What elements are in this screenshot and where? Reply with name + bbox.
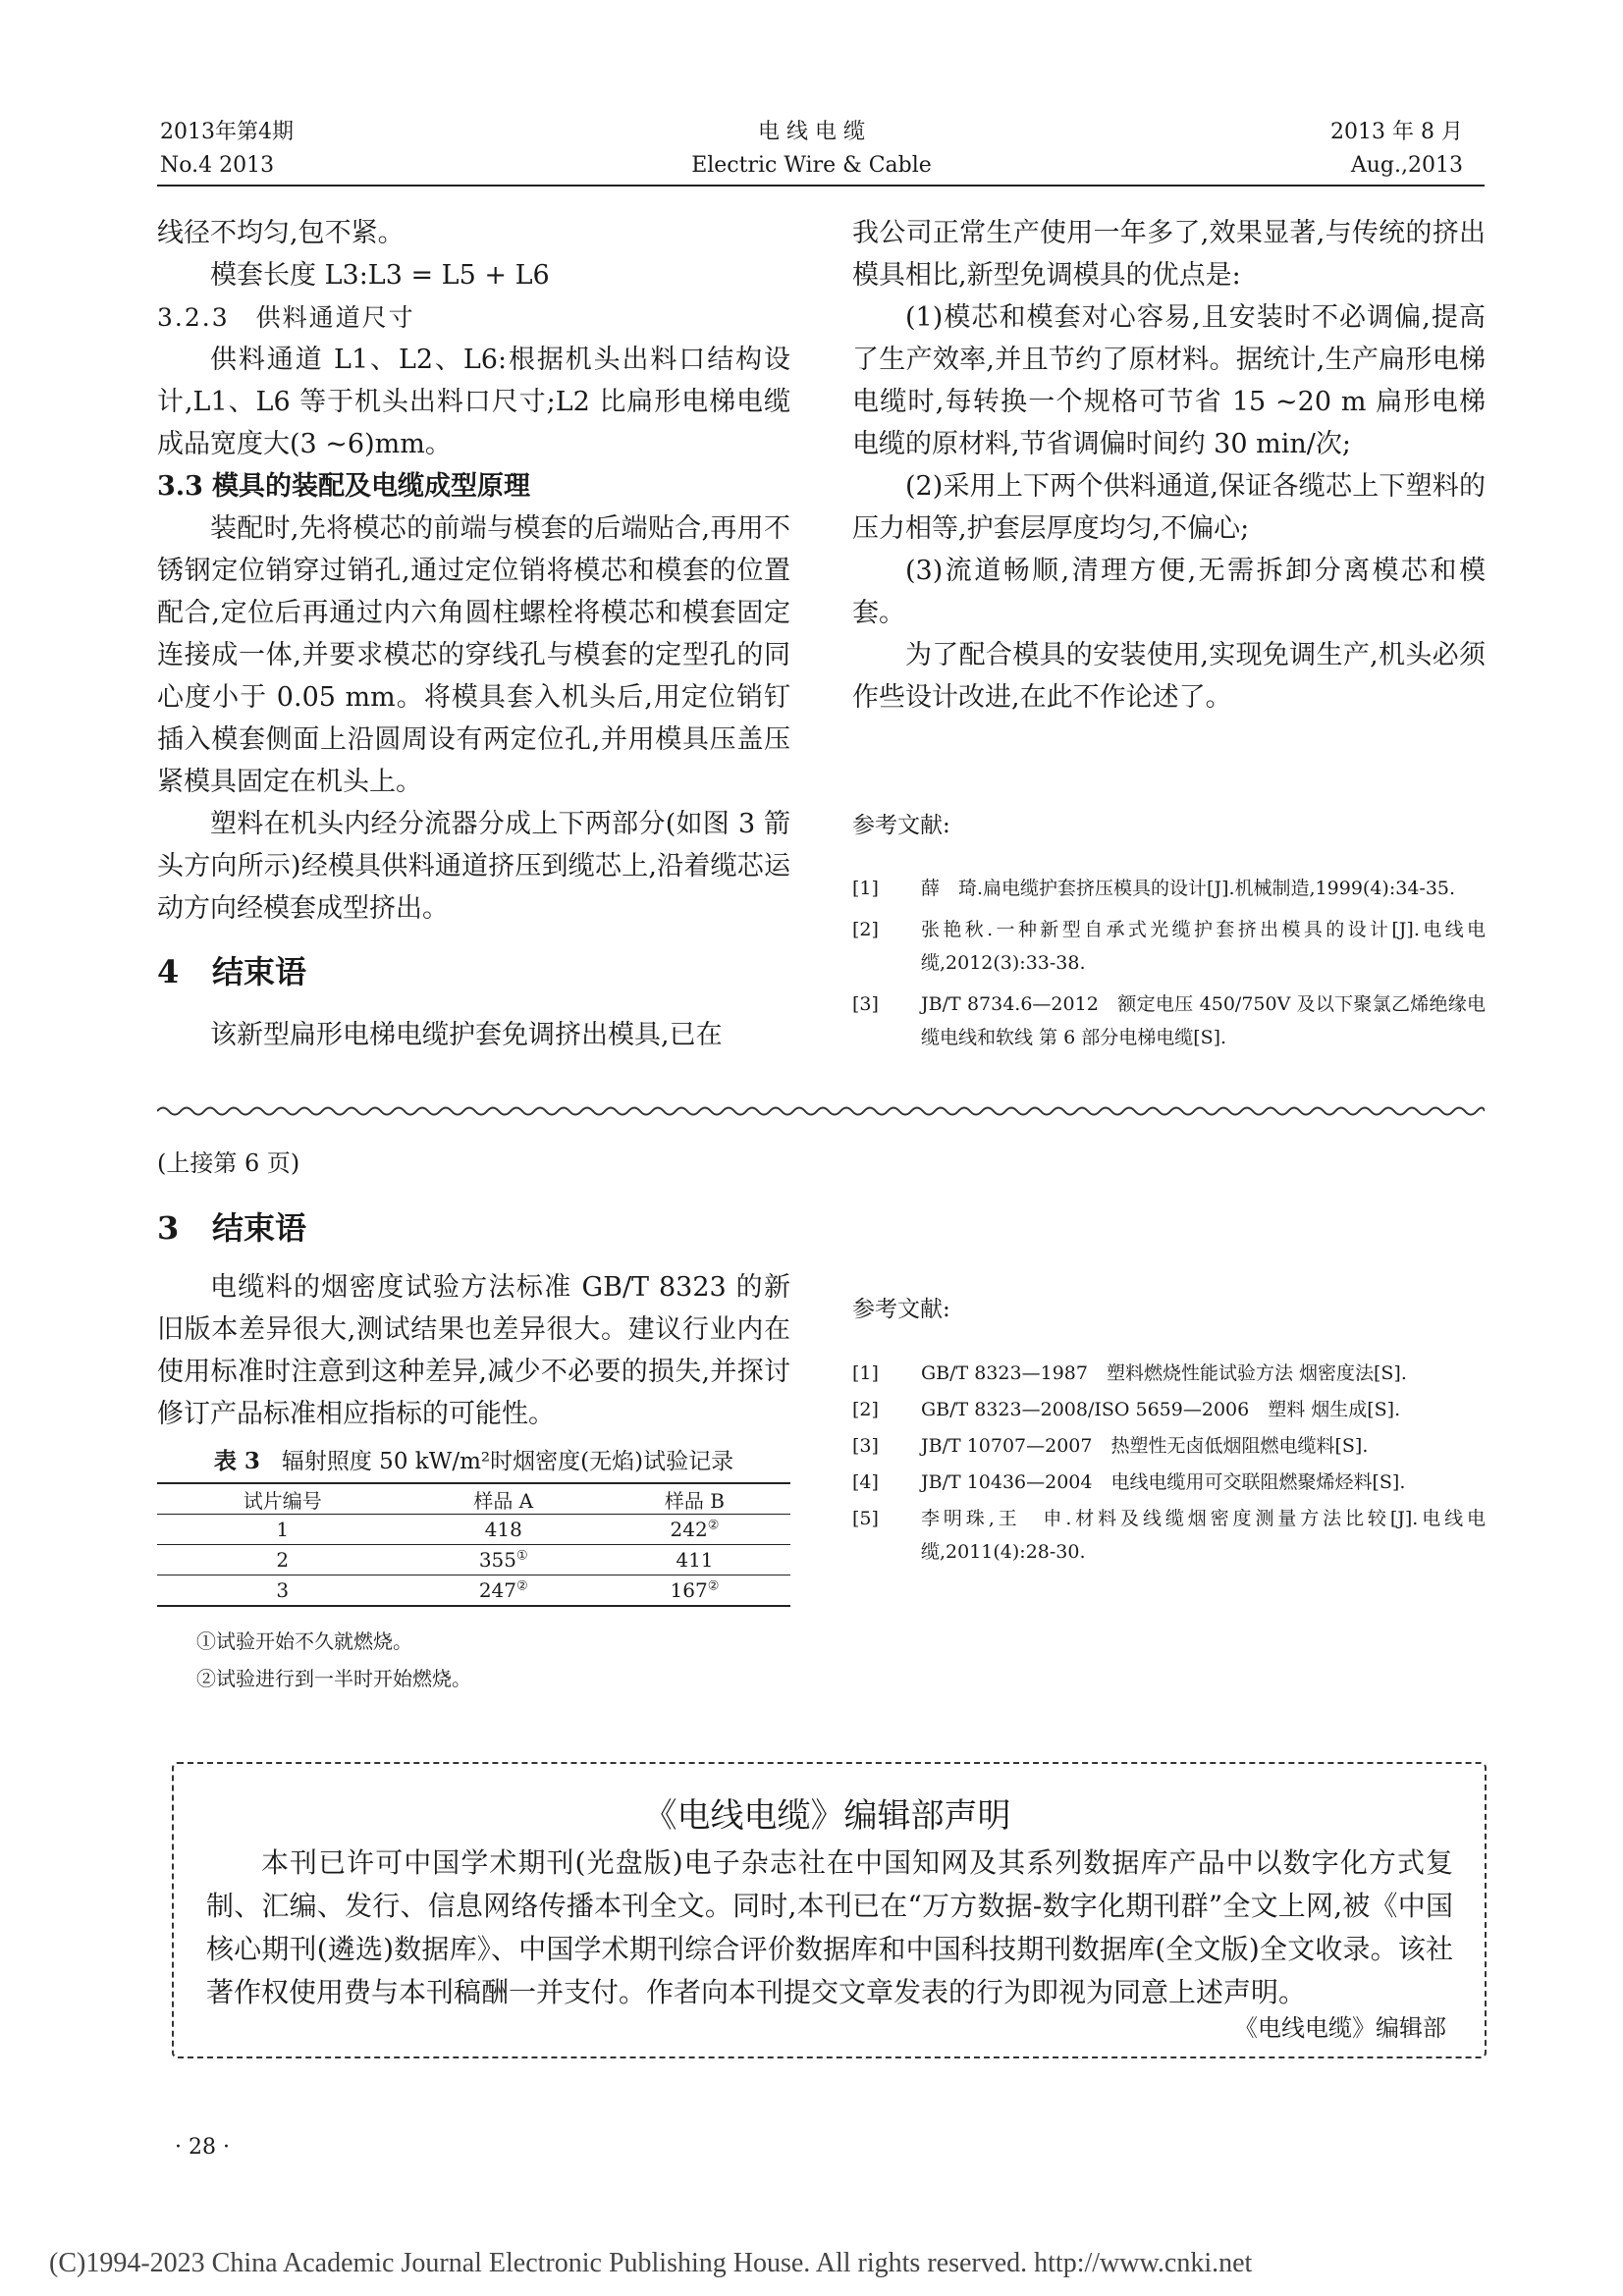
- reference-text: GB/T 8323—1987 塑料燃烧性能试验方法 烟密度法[S].: [921, 1362, 1407, 1384]
- cell-value: 411: [676, 1548, 714, 1572]
- notice-signature: 《电线电缆》编辑部: [1234, 2014, 1446, 2042]
- reference-item: [852, 1357, 1486, 1390]
- table-cell: [599, 1545, 790, 1575]
- reference-item: [852, 1429, 1486, 1463]
- reference-item: [852, 913, 1486, 980]
- reference-text: 薛 琦.扁电缆护套挤压模具的设计[J].机械制造,1999(4):34-35.: [921, 878, 1456, 899]
- cell-note: ①: [516, 1548, 528, 1564]
- section-number: 4: [157, 953, 180, 990]
- table-row: [157, 1575, 790, 1607]
- paragraph: 装配时,先将模芯的前端与模套的后端贴合,再用不锈钢定位销穿过销孔,通过定位销将模芯和模套的位置配合,定位后再通过内六角圆柱螺栓将模芯和模套固定连接成一体,并要求模芯的穿线孔与模套的定型孔的同心度小于 0.05 mm。将模具套入机头后,用定位销钉插入模套侧面上沿圆周设有两定位孔,并用模具压盖压紧模具固定在机头上。: [157, 513, 790, 797]
- table-cell: [599, 1515, 790, 1545]
- column-header: 试片编号: [157, 1483, 408, 1515]
- formula-line: 模套长度 L3:L3 = L5 + L6: [210, 260, 550, 291]
- column-header: 样品 B: [599, 1483, 790, 1515]
- table-cell: [408, 1575, 599, 1607]
- table-footnote: ①试验开始不久就燃烧。: [196, 1629, 412, 1653]
- header-rule: [157, 185, 1485, 187]
- paragraph: (3)流道畅顺,清理方便,无需拆卸分离模芯和模套。: [852, 556, 1486, 628]
- paragraph: (2)采用上下两个供料通道,保证各缆芯上下塑料的压力相等,护套层厚度均匀,不偏心;: [852, 471, 1486, 544]
- left-column-second: [157, 1266, 790, 1435]
- paragraph: (1)模芯和模套对心容易,且安装时不必调偏,提高了生产效率,并且节约了原材料。据统计,生产扁形电梯电缆时,每转换一个规格可节省 15 ~20 m 扁形电梯电缆的原材料,节省调偏时间约 30 min/次;: [852, 302, 1486, 459]
- table-row: [157, 1545, 790, 1575]
- reference-item: [852, 872, 1486, 905]
- reference-number: [1]: [852, 878, 879, 899]
- reference-list: [852, 1357, 1486, 1572]
- left-column: [157, 212, 790, 1056]
- cell-value: 242: [670, 1518, 708, 1541]
- cell-note: ②: [707, 1578, 720, 1594]
- section-heading: [157, 465, 790, 507]
- column-header: 样品 A: [408, 1483, 599, 1515]
- table-cell: 2: [157, 1545, 408, 1575]
- reference-text: JB/T 10707—2007 热塑性无卤低烟阻燃电缆料[S].: [921, 1435, 1369, 1457]
- reference-number: [2]: [852, 1399, 879, 1420]
- section-title: 结束语: [212, 953, 307, 990]
- paragraph: 塑料在机头内经分流器分成上下两部分(如图 3 箭头方向所示)经模具供料通道挤压到缆芯上,沿着缆芯运动方向经模套成型挤出。: [157, 809, 790, 924]
- notice-text: 本刊已许可中国学术期刊(光盘版)电子杂志社在中国知网及其系列数据库产品中以数字化方式复制、汇编、发行、信息网络传播本刊全文。同时,本刊已在“万方数据-数字化期刊群”全文上网,被《中国核心期刊(遴选)数据库》、中国学术期刊综合评价数据库和中国科技期刊数据库(全文版)全文收录。该社著作权使用费与本刊稿酬一并支付。作者向本刊提交文章发表的行为即视为同意上述声明。: [206, 1846, 1453, 2008]
- section-title: 模具的装配及电缆成型原理: [212, 471, 530, 502]
- reference-number: [2]: [852, 919, 879, 940]
- right-column: [852, 212, 1486, 719]
- table-cell: [408, 1545, 599, 1575]
- cell-value: 355: [478, 1548, 516, 1572]
- reference-text: JB/T 8734.6—2012 额定电压 450/750V 及以下聚氯乙烯绝缘电缆电线和软线 第 6 部分电梯电缆[S].: [921, 993, 1486, 1048]
- cell-value: 418: [484, 1518, 522, 1541]
- page-number: · 28 ·: [175, 2135, 230, 2160]
- section-heading: [157, 949, 790, 994]
- notice-title: 《电线电缆》编辑部声明: [643, 1796, 1011, 1836]
- issue-cn: 2013年第4期: [160, 120, 294, 144]
- reference-item: [852, 1502, 1486, 1569]
- continued-note: (上接第 6 页): [157, 1149, 300, 1177]
- cell-value: 167: [670, 1578, 708, 1602]
- section-heading: [157, 1205, 306, 1251]
- table-footnote: ②试验进行到一半时开始燃烧。: [196, 1667, 471, 1690]
- reference-text: JB/T 10436—2004 电线电缆用可交联阻燃聚烯烃料[S].: [921, 1471, 1406, 1493]
- reference-number: [1]: [852, 1362, 879, 1384]
- journal-title-en: Electric Wire & Cable: [691, 153, 932, 178]
- journal-date: [1330, 116, 1463, 183]
- notice-body: [206, 1842, 1453, 2014]
- table-title: 辐射照度 50 kW/m²时烟密度(无焰)试验记录: [281, 1449, 734, 1474]
- reference-text: GB/T 8323—2008/ISO 5659—2006 塑料 烟生成[S].: [921, 1399, 1401, 1420]
- reference-number: [3]: [852, 1435, 879, 1457]
- article-separator: [157, 1104, 1485, 1118]
- reference-text: 张艳秋.一种新型自承式光缆护套挤出模具的设计[J].电线电缆,2012(3):33-38.: [921, 919, 1486, 974]
- reference-number: [5]: [852, 1508, 879, 1529]
- table-label: 表 3: [213, 1448, 260, 1474]
- section-number: 3.3: [157, 471, 203, 502]
- section-title: 结束语: [212, 1209, 307, 1247]
- table-cell: 1: [157, 1515, 408, 1545]
- copyright-line: (C)1994-2023 China Academic Journal Electronic Publishing House. All rights reserved. http://www.cnki.net: [49, 2248, 1253, 2278]
- references-heading: 参考文献:: [852, 813, 950, 838]
- paragraph: 电缆料的烟密度试验方法标准 GB/T 8323 的新旧版本差异很大,测试结果也差异很大。建议行业内在使用标准时注意到这种差异,减少不必要的损失,并探讨修订产品标准相应指标的可能性。: [157, 1272, 790, 1429]
- reference-number: [3]: [852, 993, 879, 1015]
- reference-item: [852, 988, 1486, 1054]
- reference-list: [852, 872, 1486, 1062]
- paragraph: 该新型扁形电梯电缆护套免调挤出模具,已在: [210, 1020, 723, 1050]
- date-en: Aug.,2013: [1350, 153, 1463, 178]
- table-cell: 3: [157, 1575, 408, 1607]
- paragraph: 线径不均匀,包不紧。: [157, 218, 405, 248]
- paragraph: 为了配合模具的安装使用,实现免调生产,机头必须作些设计改进,在此不作论述了。: [852, 640, 1486, 713]
- table-cell: [408, 1515, 599, 1545]
- cell-value: 247: [478, 1578, 516, 1602]
- cell-note: ②: [516, 1578, 528, 1594]
- paragraph: 供料通道 L1、L2、L6:根据机头出料口结构设计,L1、L6 等于机头出料口尺寸;L2 比扁形电梯电缆成品宽度大(3 ~6)mm。: [157, 345, 790, 459]
- references-heading: 参考文献:: [852, 1297, 950, 1322]
- reference-number: [4]: [852, 1471, 879, 1493]
- table-cell: [599, 1575, 790, 1607]
- journal-title-cn: 电 线 电 缆: [758, 120, 865, 144]
- smoke-density-table: [157, 1482, 790, 1607]
- table-header-row: [157, 1483, 790, 1515]
- issue-en: No.4 2013: [160, 153, 275, 178]
- paragraph: 我公司正常生产使用一年多了,效果显著,与传统的挤出模具相比,新型免调模具的优点是:: [852, 218, 1486, 291]
- reference-item: [852, 1466, 1486, 1499]
- table-row: [157, 1515, 790, 1545]
- reference-item: [852, 1393, 1486, 1426]
- subsection-heading: 3.2.3 供料通道尺寸: [157, 303, 415, 332]
- cell-note: ②: [707, 1518, 720, 1533]
- section-number: 3: [157, 1209, 180, 1247]
- date-cn: 2013 年 8 月: [1330, 120, 1463, 144]
- reference-text: 李明珠,王 申.材料及线缆烟密度测量方法比较[J].电线电缆,2011(4):28-30.: [921, 1508, 1486, 1563]
- table-caption: [157, 1443, 790, 1475]
